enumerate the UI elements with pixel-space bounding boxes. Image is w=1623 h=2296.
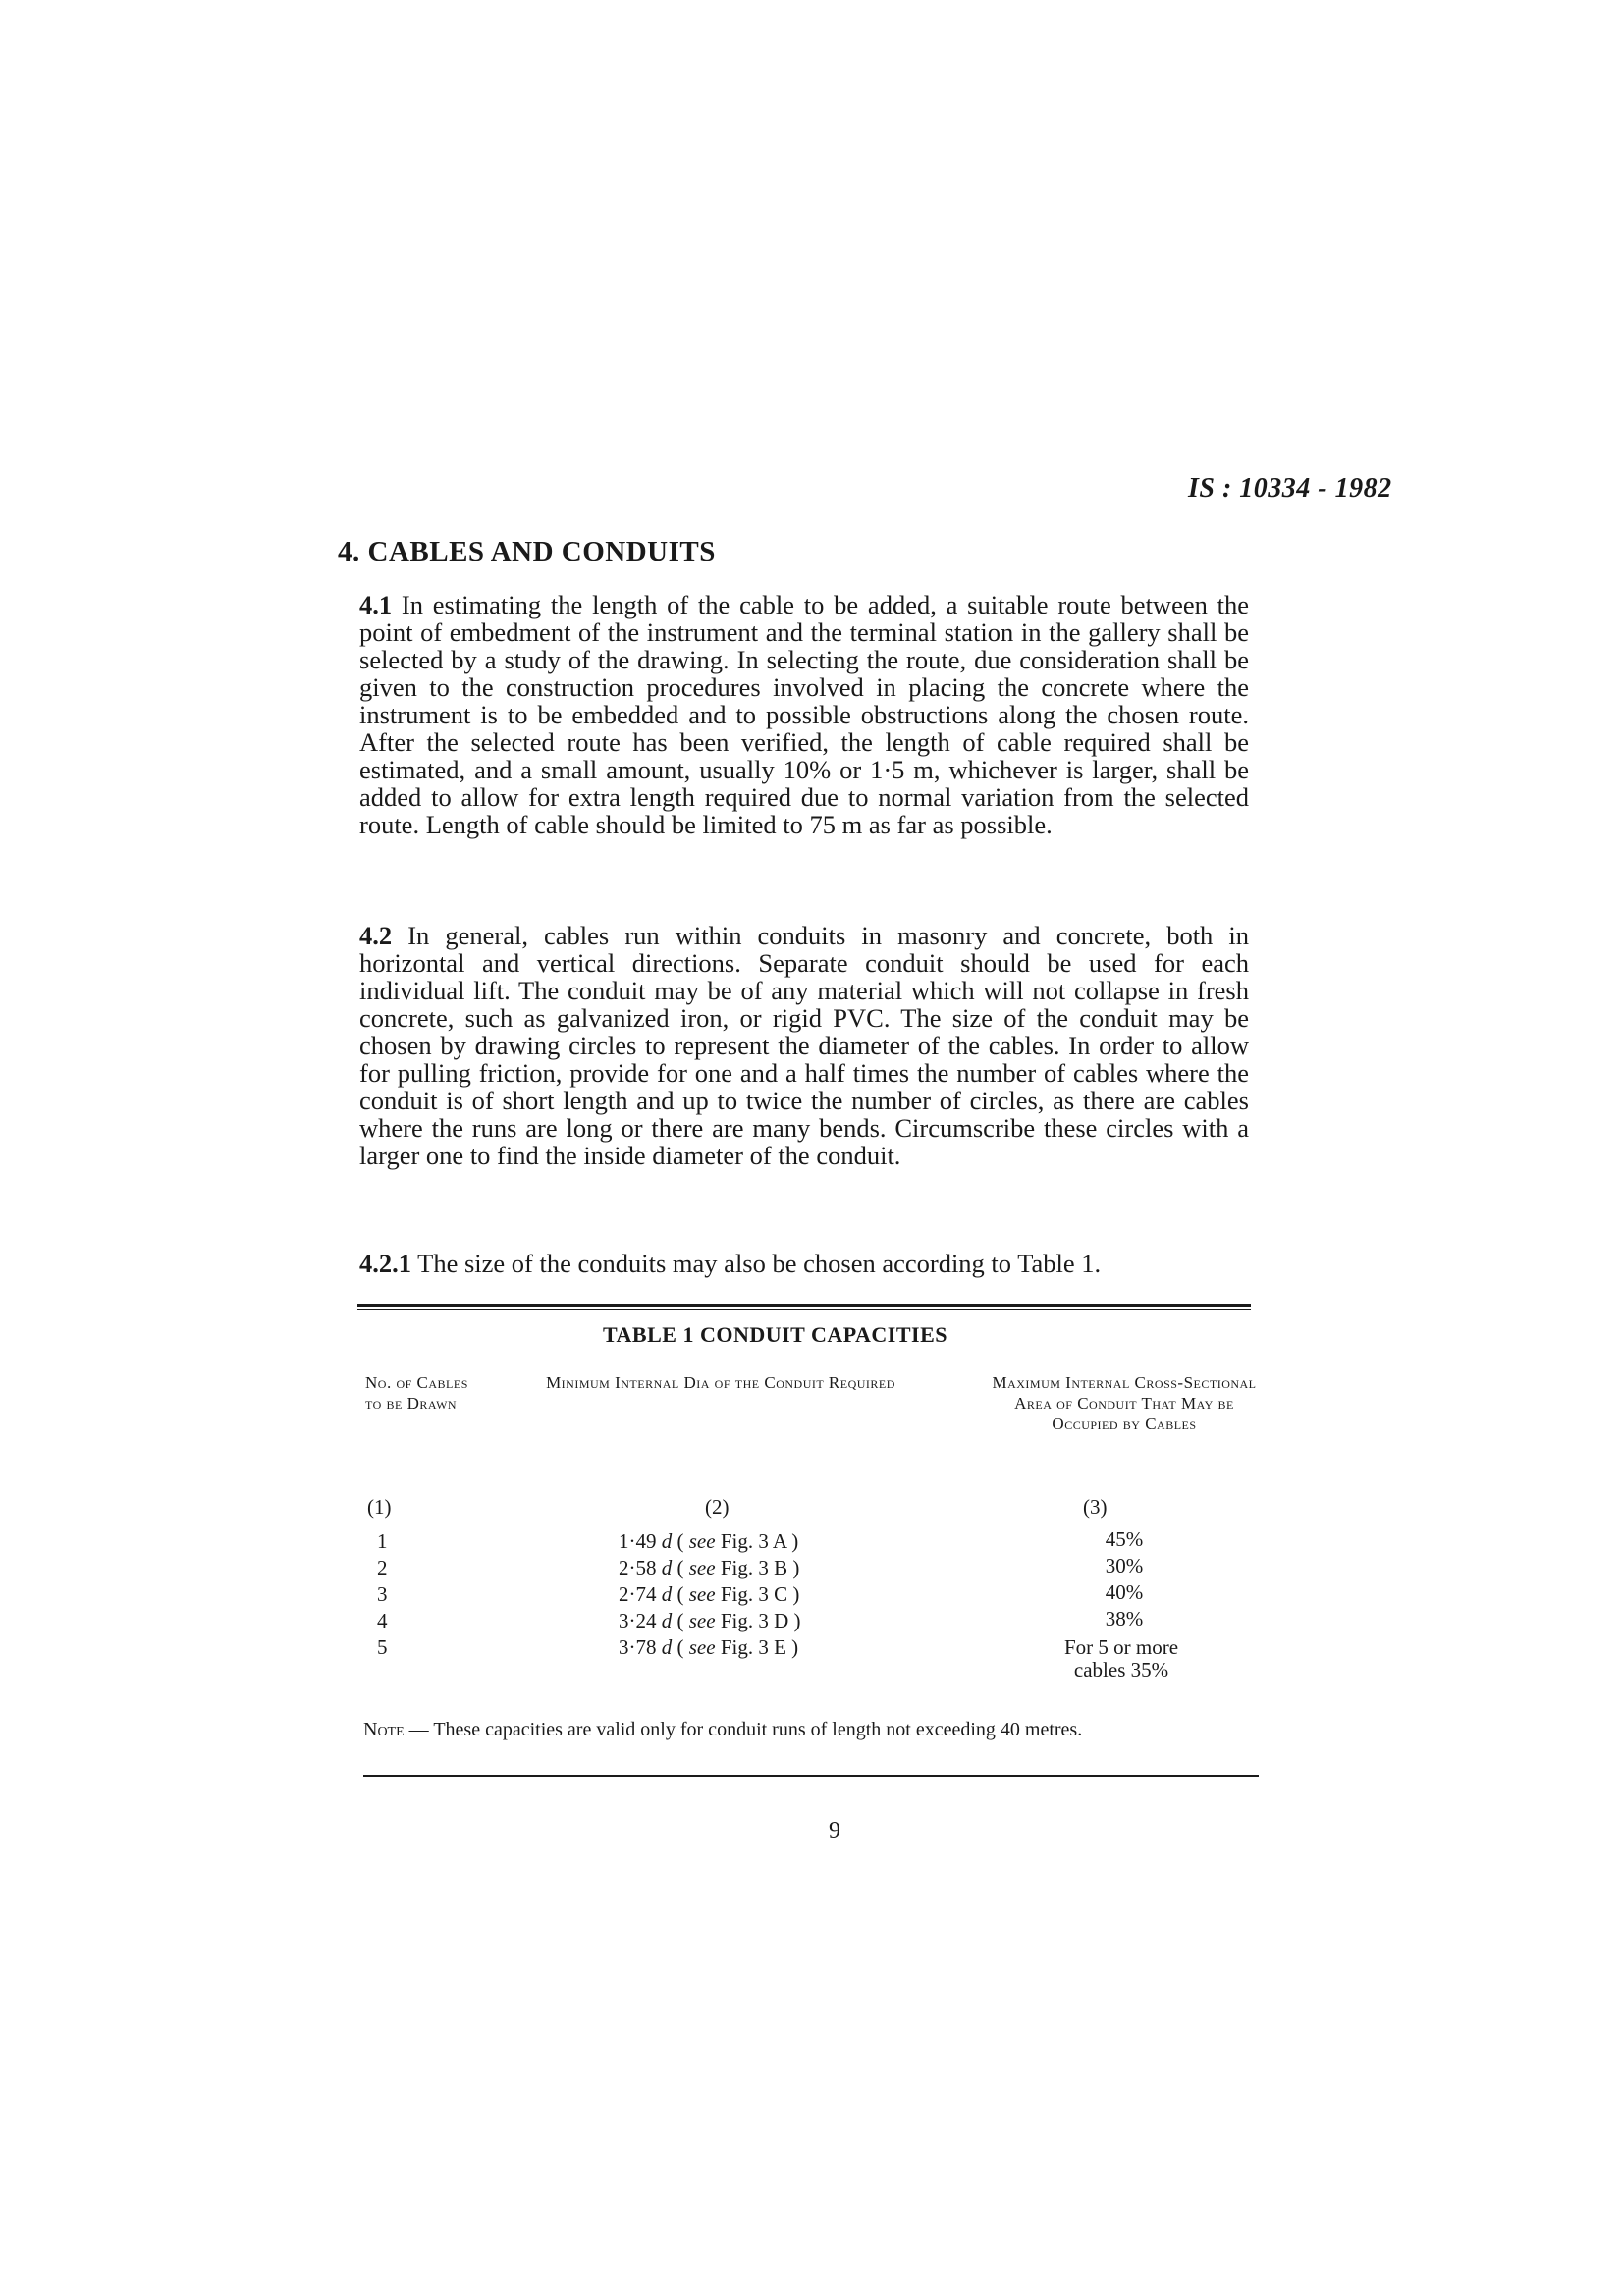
cell-cables: 3 [377,1582,388,1606]
note-text: These capacities are valid only for conduit runs of length not exceeding 40 metres. [433,1719,1083,1740]
dia-symbol: d [661,1529,673,1553]
dia-value: 3·78 [619,1635,657,1659]
dia-symbol: d [661,1556,673,1579]
table-top-rule-thick [357,1304,1251,1307]
dia-value: 1·49 [619,1529,657,1553]
dia-ref: Fig. 3 E ) [720,1635,799,1659]
column-header-cables: No. of Cables to be Drawn [365,1373,468,1413]
cell-max-area: 40% [1105,1580,1144,1604]
dia-ref-see: see [688,1556,716,1579]
cell-max-area: For 5 or more cables 35% [1063,1635,1179,1682]
dia-value: 2·58 [619,1556,657,1579]
paragraph-4-2 [359,922,1249,1169]
paragraph-number: 4.1 [359,590,393,619]
paragraph-text: The size of the conduits may also be chosen according to Table 1. [417,1249,1102,1278]
cell-cables: 5 [377,1635,388,1659]
page-header-standard-id: IS : 10334 - 1982 [1188,473,1392,504]
cell-max-area: 38% [1105,1607,1144,1630]
dia-ref-prefix: ( [676,1582,689,1606]
dia-ref-prefix: ( [676,1609,689,1632]
column-number-1: (1) [367,1495,392,1519]
dia-value: 2·74 [619,1582,657,1606]
cell-min-dia [619,1581,799,1608]
paragraph-number: 4.2 [359,921,393,950]
table-row [0,1555,1623,1581]
table-caption: TABLE 1 CONDUIT CAPACITIES [603,1322,948,1347]
cell-min-dia [619,1634,798,1661]
column-header-min-dia: Minimum Internal Dia of the Conduit Required [546,1373,895,1392]
paragraph-text: In estimating the length of the cable to be added, a suitable route between the point of embedment of the instrument and the terminal station in the gallery shall be selected by a study of the drawing. In selecting the route, due consideration shall be given to the construction procedures involved in placing the concrete where the instrument is to be embedded and to possible obstructions along the chosen route. After the selected route has been verified, the length of cable required shall be estimated, and a small amount, usually 10% or 1·5 m, whichever is larger, shall be added to allow for extra length required due to normal variation from the selected route. Length of cable should be limited to 75 m as far as possible. [359,590,1249,839]
dia-ref-see: see [688,1635,716,1659]
dia-ref-see: see [688,1609,716,1632]
dia-ref: Fig. 3 B ) [720,1556,800,1579]
cell-min-dia [619,1608,801,1634]
table-top-rule-thin [357,1309,1251,1310]
dia-symbol: d [661,1635,673,1659]
table-note [363,1719,1257,1740]
dia-symbol: d [661,1609,673,1632]
dia-ref-prefix: ( [676,1529,689,1553]
page-number: 9 [829,1818,840,1843]
table-row [0,1528,1623,1555]
column-number-2: (2) [705,1495,730,1519]
cell-min-dia [619,1555,799,1581]
paragraph-text: In general, cables run within conduits in masonry and concrete, both in horizontal and vertical directions. Separate conduit should be used for each individual lift. The conduit may be of any material which will not collapse in fresh concrete, such as galvanized iron, or rigid PVC. The size of the conduit may be chosen by drawing circles to represent the diameter of the cables. In order to allow for pulling friction, provide for one and a half times the number of cables where the conduit is of short length and up to twice the number of circles, as there are cables where the runs are long or there are many bends. Circumscribe these circles with a larger one to find the inside diameter of the conduit. [359,921,1249,1170]
cell-cables: 4 [377,1609,388,1632]
note-label: Note — [363,1719,429,1740]
dia-symbol: d [661,1582,673,1606]
cell-min-dia [619,1528,798,1555]
table-row [0,1634,1623,1682]
column-number-3: (3) [1083,1495,1108,1519]
cell-max-area: 45% [1105,1527,1144,1551]
paragraph-4-2-1 [359,1250,1249,1277]
dia-ref-see: see [688,1529,716,1553]
cell-cables: 1 [377,1529,388,1553]
cell-cables: 2 [377,1556,388,1579]
column-header-max-area: Maximum Internal Cross-Sectional Area of Conduit That May be Occupied by Cables [992,1373,1257,1433]
table-row [0,1608,1623,1634]
dia-value: 3·24 [619,1609,657,1632]
table-row [0,1581,1623,1608]
cell-max-area: 30% [1105,1554,1144,1577]
table-bottom-rule [363,1775,1259,1777]
paragraph-number: 4.2.1 [359,1249,411,1278]
section-title: 4. CABLES AND CONDUITS [338,536,716,567]
dia-ref-see: see [688,1582,716,1606]
dia-ref-prefix: ( [676,1556,689,1579]
dia-ref: Fig. 3 D ) [720,1609,801,1632]
dia-ref: Fig. 3 C ) [720,1582,800,1606]
dia-ref-prefix: ( [676,1635,689,1659]
paragraph-4-1 [359,591,1249,838]
dia-ref: Fig. 3 A ) [720,1529,799,1553]
